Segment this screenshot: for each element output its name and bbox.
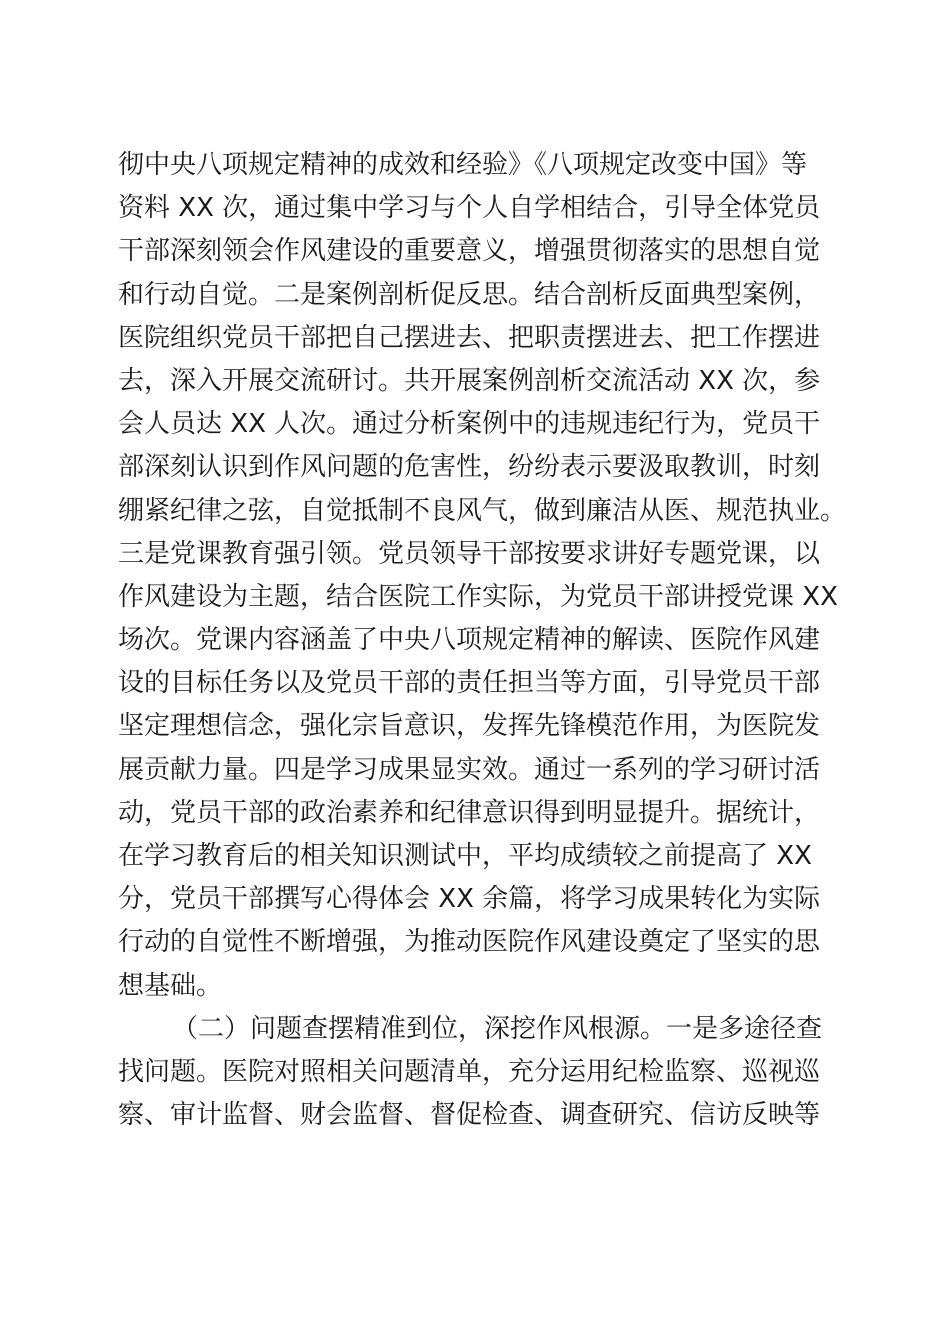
text-line: 绷紧纪律之弦，自觉抵制不良风气，做到廉洁从医、规范执业。 — [118, 495, 847, 526]
section-heading-line: （二）问题查摆精准到位，深挖作风根源。一是多途径查 — [172, 1013, 823, 1044]
text-line: 三是党课教育强引领。党员领导干部按要求讲好专题党课，以 — [118, 538, 821, 569]
text-line: 在学习教育后的相关知识测试中，平均成绩较之前提高了 XX — [118, 841, 812, 871]
text-line: 去，深入开展交流研讨。共开展案例剖析交流活动 XX 次，参 — [118, 365, 821, 396]
text-line: 场次。党课内容涵盖了中央八项规定精神的解读、医院作风建 — [118, 625, 821, 656]
text-line: 作风建设为主题，结合医院工作实际，为党员干部讲授党课 XX — [118, 581, 838, 612]
text-line: 设的目标任务以及党员干部的责任担当等方面，引导党员干部 — [118, 668, 821, 699]
text-line: 彻中央八项规定精神的成效和经验》《八项规定改变中国》等 — [118, 150, 808, 180]
text-line: 行动的自觉性不断增强，为推动医院作风建设奠定了坚实的思 — [118, 927, 821, 958]
text-line: 和行动自觉。二是案例剖析促反思。结合剖析反面典型案例， — [118, 279, 821, 310]
text-line: 察、审计监督、财会监督、督促检查、调查研究、信访反映等 — [118, 1100, 821, 1131]
text-line: 分，党员干部撰写心得体会 XX 余篇，将学习成果转化为实际 — [118, 884, 821, 915]
body-text — [118, 144, 847, 1137]
text-line: 动，党员干部的政治素养和纪律意识得到明显提升。据统计， — [118, 797, 821, 828]
text-line: 会人员达 XX 人次。通过分析案例中的违规违纪行为，党员干 — [118, 409, 821, 440]
text-line: 部深刻认识到作风问题的危害性，纷纷表示要汲取教训，时刻 — [118, 452, 821, 483]
text-line: 资料 XX 次，通过集中学习与个人自学相结合，引导全体党员 — [118, 193, 821, 224]
text-line: 找问题。医院对照相关问题清单，充分运用纪检监察、巡视巡 — [118, 1056, 821, 1087]
text-line: 展贡献力量。四是学习成果显实效。通过一系列的学习研讨活 — [118, 754, 821, 785]
text-line: 医院组织党员干部把自己摆进去、把职责摆进去、把工作摆进 — [118, 322, 821, 353]
text-line: 干部深刻领会作风建设的重要意义，增强贯彻落实的思想自觉 — [118, 236, 821, 267]
text-line: 想基础。 — [118, 970, 223, 1001]
text-line: 坚定理想信念，强化宗旨意识，发挥先锋模范作用，为医院发 — [118, 711, 821, 742]
